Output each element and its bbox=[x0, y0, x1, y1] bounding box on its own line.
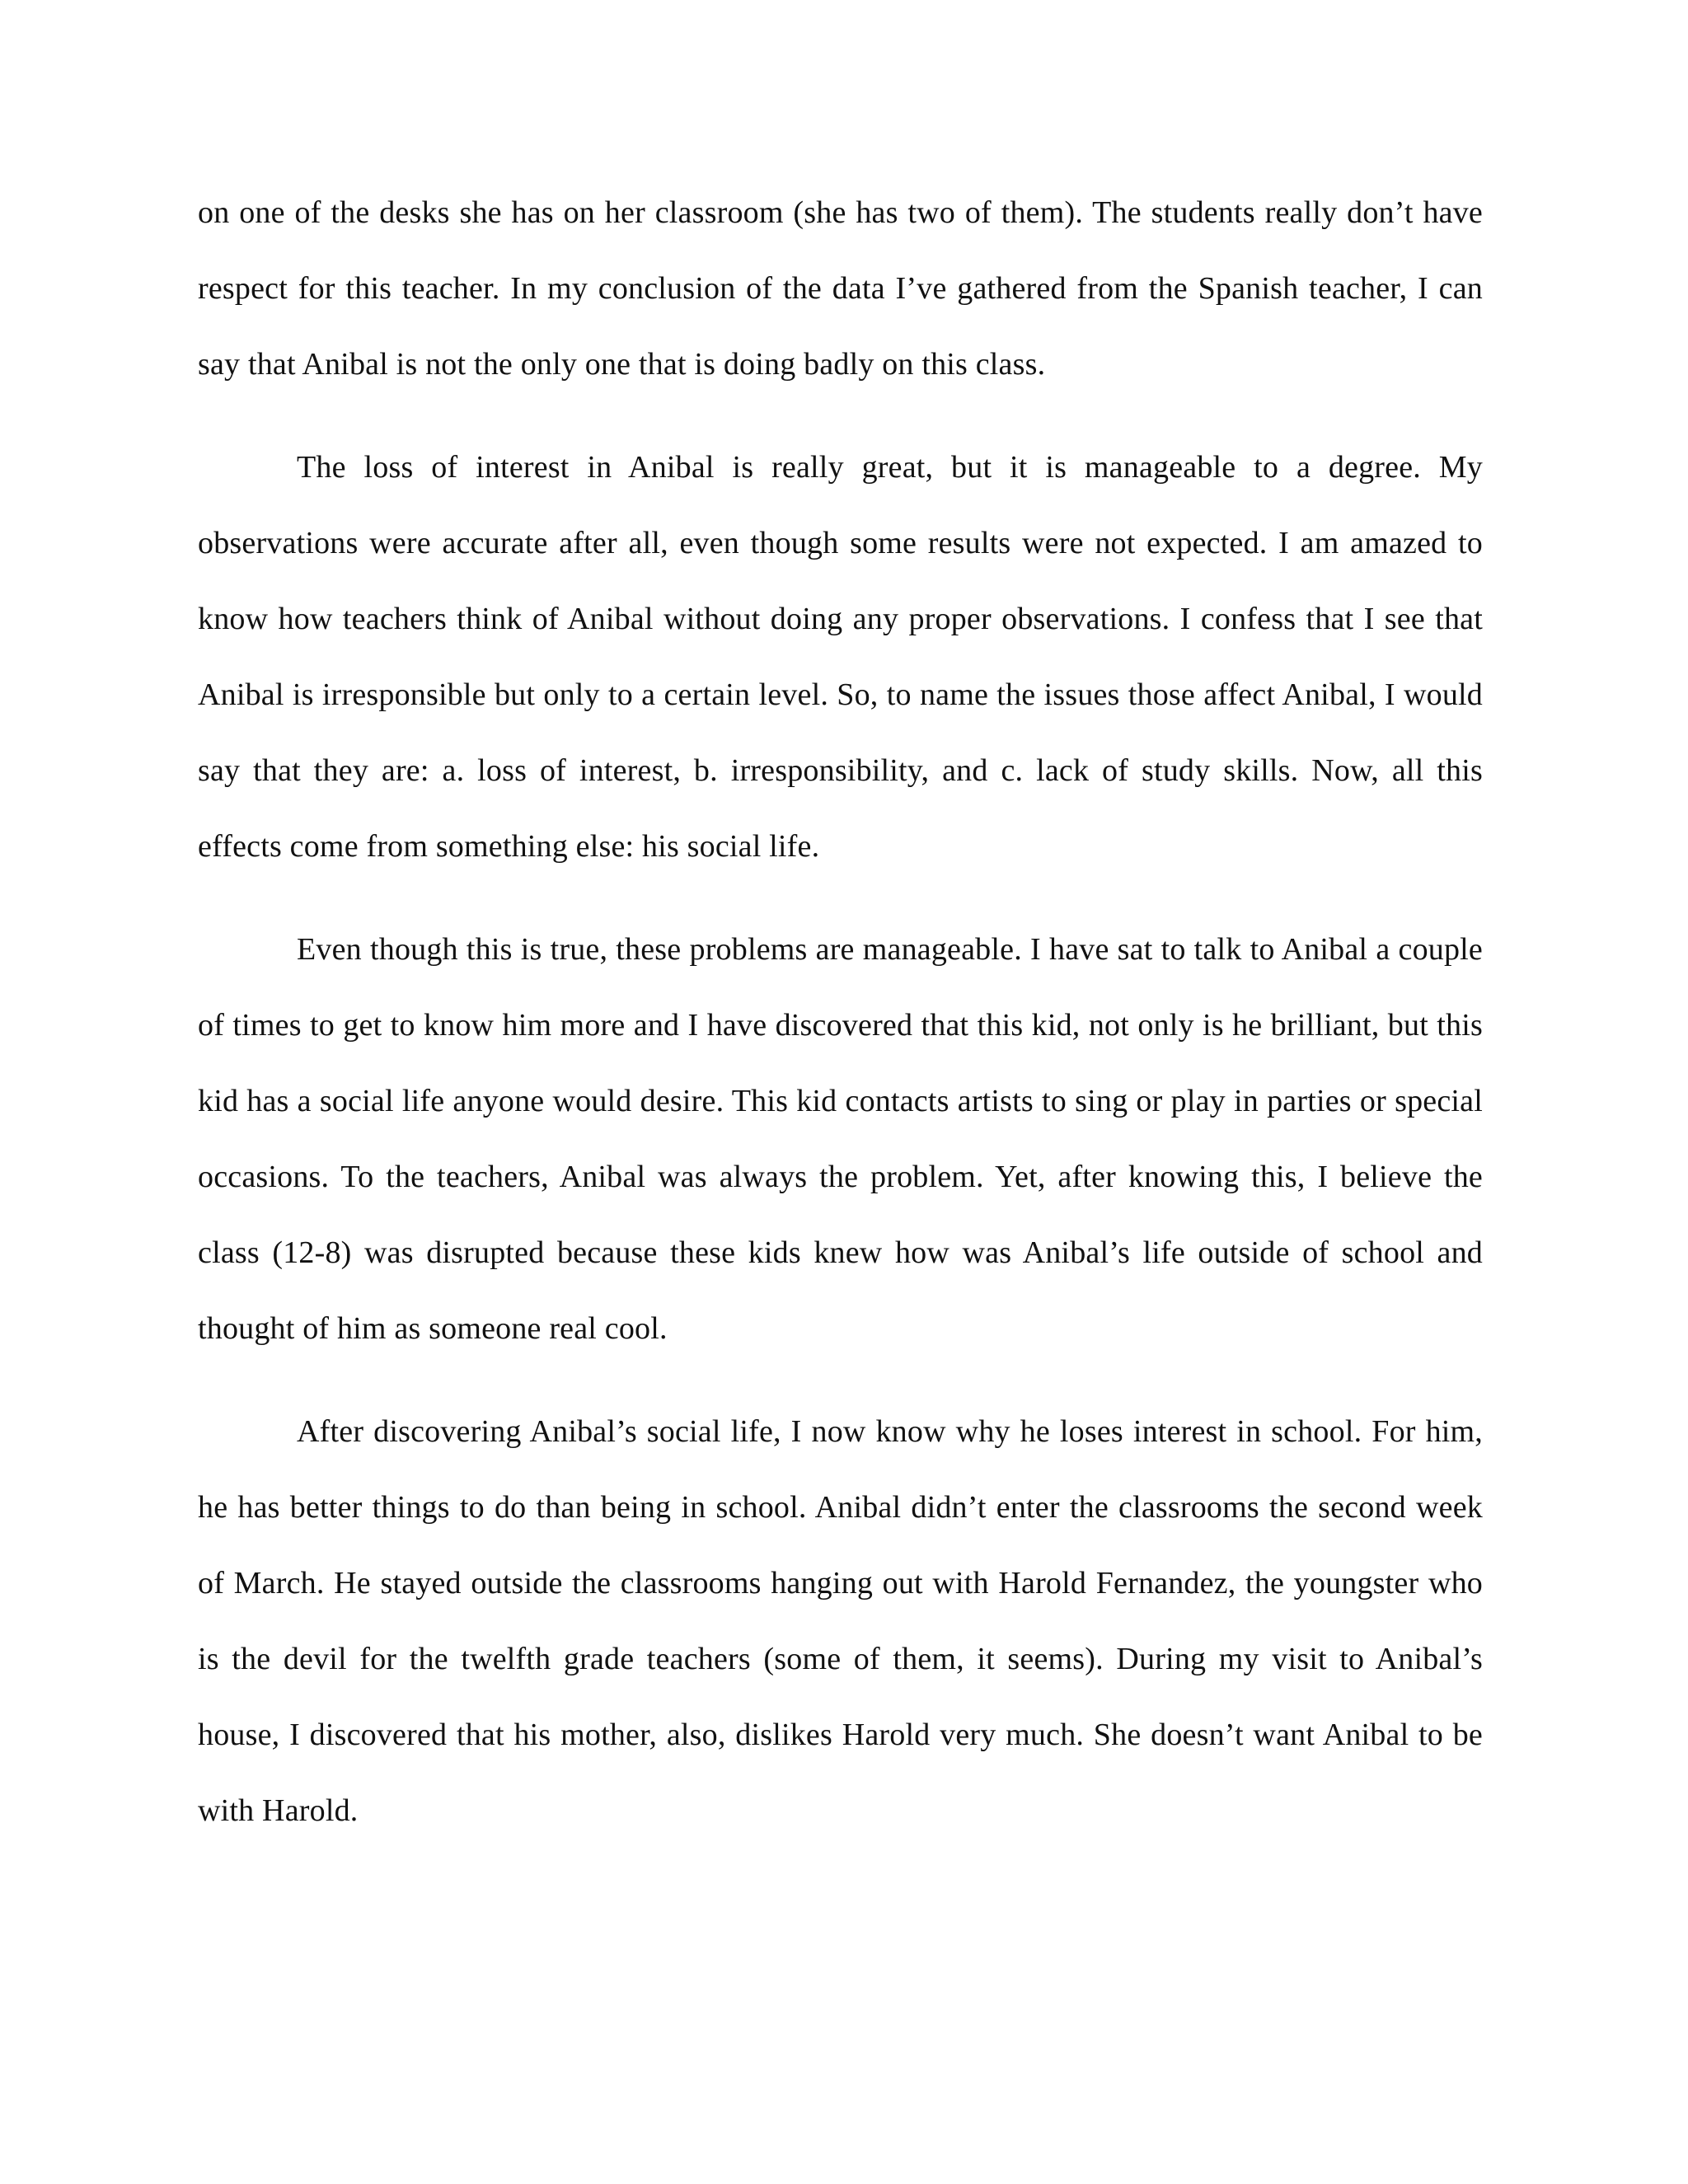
body-text bbox=[198, 175, 1483, 1876]
paragraph-3: Even though this is true, these problems are manageable. I have sat to talk to Anibal a couple of times to get to know him more and I have discovered that this kid, not only is he brilliant, but this kid has a social life anyone would desire. This kid contacts artists to sing or play in parties or special occasions. To the teachers, Anibal was always the problem. Yet, after knowing this, I believe the class (12-8) was disrupted because these kids knew how was Anibal’s life outside of school and thought of him as someone real cool. bbox=[198, 932, 1483, 1346]
paragraph-2: The loss of interest in Anibal is really great, but it is manageable to a degree. My observations were accurate after all, even though some results were not expected. I am amazed to know how teachers think of Anibal without doing any proper observations. I confess that I see that Anibal is irresponsible but only to a certain level. So, to name the issues those affect Anibal, I would say that they are: a. loss of interest, b. irresponsibility, and c. lack of study skills. Now, all this effects come from something else: his social life. bbox=[198, 450, 1483, 864]
paragraph-4: After discovering Anibal’s social life, I now know why he loses interest in school. For him, he has better things to do than being in school. Anibal didn’t enter the classrooms the second week of March. He stayed outside the classrooms hanging out with Harold Fernandez, the youngster who is the devil for the twelfth grade teachers (some of them, it seems). During my visit to Anibal’s house, I discovered that his mother, also, dislikes Harold very much. She doesn’t want Anibal to be with Harold. bbox=[198, 1414, 1483, 1828]
paragraph-1: on one of the desks she has on her classroom (she has two of them). The students really don’t have respect for this teacher. In my conclusion of the data I’ve gathered from the Spanish teacher, I can say that Anibal is not the only one that is doing badly on this class. bbox=[198, 195, 1483, 382]
